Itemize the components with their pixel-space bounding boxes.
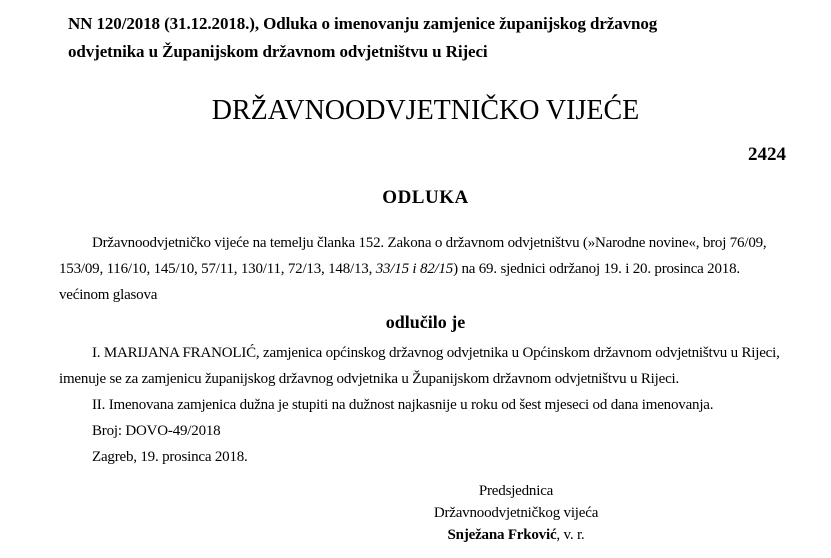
reference-number: Broj: DOVO-49/2018	[92, 423, 221, 439]
signature-name-line	[351, 524, 681, 546]
signature-suffix: , v. r.	[556, 527, 585, 543]
intro-line-2-italic: 33/15 i 82/15	[375, 261, 454, 277]
point-1-paragraph	[59, 340, 792, 392]
intro-line-3: većinom glasova	[59, 287, 158, 303]
nn-reference-line1: NN 120/2018 (31.12.2018.), Odluka o imenovanju zamjenice županijskog državnog	[68, 14, 658, 33]
decision-word: odlučilo je	[385, 312, 466, 332]
act-title: ODLUKA	[382, 187, 469, 208]
point-1-line-1: I. MARIJANA FRANOLIĆ, zamjenica općinskog državnog odvjetnika u Općinskom državnom odvjetništvu u Rijeci,	[92, 345, 780, 361]
signature-name: Snježana Frković	[447, 527, 557, 543]
dateline-paragraph	[59, 444, 792, 470]
signature-block	[351, 480, 681, 546]
intro-paragraph	[59, 230, 792, 308]
reference-paragraph	[59, 418, 792, 444]
act-number: 2424	[748, 144, 786, 165]
institution-title: DRŽAVNOODVJETNIČKO VIJEĆE	[211, 95, 640, 126]
point-1-line-2: imenuje se za zamjenicu županijskog državnog odvjetnika u Županijskom državnom odvjetništvu u Rijeci.	[59, 371, 680, 387]
point-2-line: II. Imenovana zamjenica dužna je stupiti na dužnost najkasnije u roku od šest mjeseci od dana imenovanja.	[92, 397, 714, 413]
nn-reference-header	[68, 10, 792, 66]
signature-organization: Državnoodvjetničkog vijeća	[433, 505, 599, 521]
intro-line-2	[59, 256, 792, 282]
intro-line-1: Državnoodvjetničko vijeće na temelju članka 152. Zakona o državnom odvjetništvu (»Narodne novine«, broj 76/09,	[92, 235, 767, 251]
signature-role: Predsjednica	[478, 483, 554, 499]
nn-reference-line2: odvjetnika u Županijskom državnom odvjetništvu u Rijeci	[68, 42, 488, 61]
dateline: Zagreb, 19. prosinca 2018.	[92, 449, 248, 465]
intro-line-2-pre: 153/09, 116/10, 145/10, 57/11, 130/11, 72/13, 148/13,	[59, 261, 376, 277]
intro-line-2-post: ) na 69. sjednici održanoj 19. i 20. prosinca 2018.	[453, 261, 740, 277]
point-2-paragraph	[59, 392, 792, 418]
